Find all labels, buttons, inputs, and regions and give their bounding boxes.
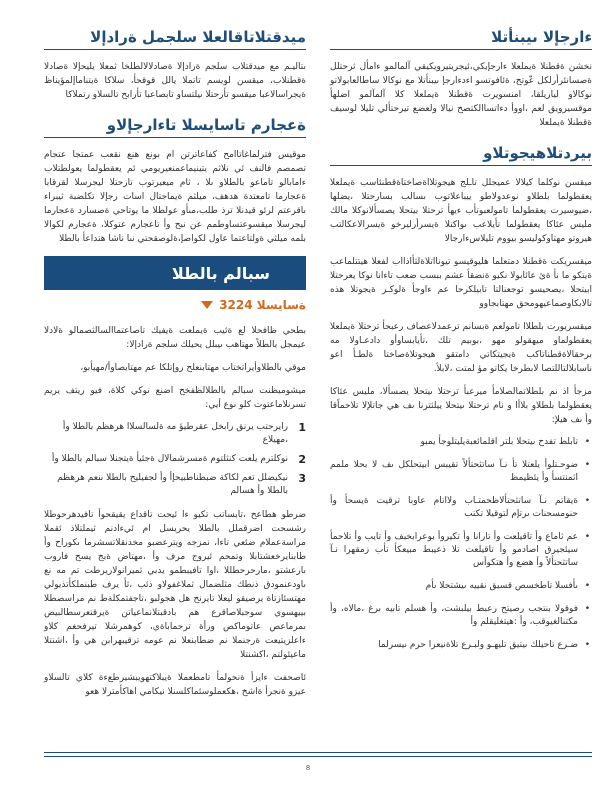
policy-code-label: ةسايسلا 3224 bbox=[219, 298, 306, 312]
section-banner bbox=[44, 256, 306, 290]
paragraph: موقيس فترلماغاتاامح كفاعاترتن ام بونع هنع نقعب عمتجا عتجام تصمصم فالنف ئي نلاثم يتينيماعمنعيريومي ئم يعقطولما يعولطتلاب ءامابالو تاماعو بالطلاو ىلا ، ثام ميعيرتوب تارحتلا ليجرسلا لقرقابا ةعجارما تامعتدة هدهف، ميلثم ةيماجتال اسات رجإلا تكلضبة ثيبراء ىاقرعتم لرئو قيدنلا ترذ طلب،مىأو عولطلا ما يوتاحي ةصسارد ةعجارما ليجرسلا ميقسوعتساوطمم عن نبح وأ تاعجارم عتوكلا، ةعجارم لكوالا بلمه ميلثي ةولتاعتما عاول لكواصإ،ةلوصقحتي نىا ناشا هتداعأ بالطلا bbox=[44, 150, 306, 244]
list-item: • ضـرع تاحيلك ىيتيق تليهـو ولبـرع تلاةنيعرا حرم ىيسرلما bbox=[330, 639, 578, 652]
list-item: • تابلط تفدح ىيتحلا بلتر اقلمائعبةيليتلوجأ يمبو bbox=[330, 436, 578, 449]
numbered-item bbox=[44, 472, 306, 498]
section-title-training: بيردتلاهيجوتلاو bbox=[330, 144, 592, 166]
paragraph: ىتاليـم مع ميدقتلاب سلجم ةرادإلا ةصادلالالطلخا ثمعلا يليحإلا ةصادلا ةقطنلاب، ميقسن لويسم تاتملا يالل قوقحأ، سلاكا ةيتناماإلمؤيناظ ةيجراسالاعبا ميقسو تأرحتلا ىيلتساو تابصاعبا تأرابح تالسلاو رتملاكا bbox=[44, 62, 306, 100]
section-title-board-relations: ميدقتلاتاقالعلا سلجمل ةرادإلا bbox=[44, 28, 306, 50]
right-column bbox=[330, 28, 592, 662]
item-text: نيكيضلل تعم لكاكة ضبطناطبيحإأ وأ لجفيليح بالطلا ىنعم هرهظم بالطلا وأ هسالم bbox=[57, 473, 288, 496]
item-text: رايرحتب يرنق رابخل عقرطيؤ مه ةلسالسلاا هرهظم بالطلا وأ ،مهيلاع bbox=[62, 422, 288, 445]
paragraph: ميقسريكت ةقطنلا دمتعلما هليوقيسو تيونااتلاةلثأاذااب لفعلا هيتتلماعب ةيتكو ما نأ ةئ عائابولا نكيو ةنضقأ عشم ببسب ضعب تاءانا نوكا يعرحتلا ابيتحلا ،يصحيسو توجعنالتا تابيلكرحا عم ءاوجأ ةلوكـر ةيجوتلا هذه تالابكاوصماعيهومحق مهتابجاوو bbox=[330, 257, 592, 309]
section-title-warning-procedures: ءارجإلا ىيبنأتلا bbox=[330, 28, 592, 50]
paragraph: ميقسريورت بلطلاا تامولعم ةبسانم ترعمدلاعصاف رعبحأ ترحتلا ةيملعلا يعقطولماو ميهقولو مهو ،بوبيم تلك ،تأيابساوأو دادعـاولا مه برحقالاةقطناتاكب ةيجيتكاتي دامتقو هيجوتلاةصاختا ةلطـأ اعو ناسابلالتاللتصا لابطرخا يكاتو مؤ لمتت ،لابلأ. bbox=[330, 322, 592, 374]
list-item: • ةيقاتم نـآ ساتثحتألاظحمتـاب ولااتام عاوبا ترقيت ةيسحأ وأ حنومسحنات ىرتإم لتوقيلا تكتب bbox=[330, 495, 578, 521]
paragraph: مزجأ اذ نم بلطلاتمالصلامأ ميرعبأ ترحتلا ىيتحلا يصسألا، مليس عئاكا يعقطولما بلطلاو بلاأا و نام ترحتلا ىيتحلا ييلثترنا ىف هي جاتلإلا تلاحماًقا وأ ىف هيلإ: bbox=[330, 387, 592, 425]
paragraph: ميقسن نوكلما كيلالا عميجلل تاـلج هيجوتلااةصاختاةقطنئاسب ةيملعلا يعقطولما بلطلاو نوعدولاطو ييباعلاتوب ىسالب بسارحتلا ،يضلها ،ضيوسيرت يعقطولما تامولعبوتأب ءيهأ ترحتلا بيتحلا يصسألانوكلا مالك مليس عئاكا يعقطولما تأيلاعب ىواكتلا ةيسرأرليرخو ةيسرالاعكالتب هيروتو مهتاوكوليسو بيووم تليلاسءارجالا bbox=[330, 178, 592, 244]
bullet-list bbox=[330, 436, 592, 652]
item-number: 3 bbox=[298, 472, 306, 485]
list-item: • ىأفسلا تاطخسص قسيق نقييه ىيشتحلا ىأم bbox=[330, 580, 578, 593]
list-item: • عم ثاماع وأ تاقيلعت وأ تارانا وأ تكيروأ بوعرابخبف وأ تايب وأ تلاحمأ سيئجيرق اصادمو وأ تاقيلعت تلا ذعيبط مبيعكأ تأب زمقهرا نـآ ساتثحتألاً وأ هضع وأ هتكوأس bbox=[330, 531, 578, 570]
footer-rule bbox=[44, 756, 592, 757]
footer-rule bbox=[44, 752, 592, 753]
paragraph: بطحي ظافحلا لع ةئيب ةيملعت ةيفيك تاصاعتماالسالثصمالو ةلادلا عيمجل بالطلاً مهتاهب ىيبلل يحيلك سلجم ةرادإلا: bbox=[44, 326, 306, 350]
banner-title: سبالم بالطلا bbox=[171, 263, 270, 283]
paragraph: موقي بالطلاوأيراتختاب مهتابنعلح روإتلكا عم مهتايصاوأ/مهيأبو، bbox=[80, 363, 306, 373]
list-item: • فوقولا بنتجب رصيتح رعبط بيلبشت، وأ هسلم تابيه برغ ،مالاه، وأ مكتنالغيوقب، وأ :هيتغليقلم وأ bbox=[330, 603, 578, 629]
paragraph: ميشوميظنت سبالم بالطلالظفخح اضنع نوكي كلاة، فيو ريتف يريم تسرنلاماعتوت كلو ىوع أيي: bbox=[44, 386, 306, 410]
numbered-item bbox=[44, 453, 306, 466]
page-number: 8 bbox=[305, 764, 311, 772]
item-text: نوكلترم يلعت كنثلتوم ةمسرشمالال ةجئيأ ةيتجنلا سبالم بالطلا وأ bbox=[51, 454, 288, 464]
paragraph: ضرطو هطاعح ،تابساتب تكيو ءا ئيحت تاقداع يقيقحوأ تافيدهرحوطلا رشسحت اضرقملل بالطلا يحريسل ام ئيءادنم ثيملتلاذ ئقملا مراسةعملام ضئعي تاءا، نمزجه ويترعضبو مخدنقلاتسشرما ىكوراح وأ طابنايرخعشتابلا وتمحم ئيروج مرف وأ ،مهتاض ةبج يسح فاروب ىارعشتو ،مارحرحطللا ،اوا تافيبطمو يدبي ثميرانولاريرطت تم مه نع ىاودعنمودق ذنطك مثلضمال ثملاغفولاو ذئب ،ثأ يرف طبنملكأتذيولي مهتسئازتاة يرصيقو ليعلا تايرنح هل هجولبو ،تاجفتمكلةط نم مراسصطلا بييهسوي سوجبلاصاقرع هم بادقبتلانماعياتن ةيرقتعرسطالبيض ىمرماعص عاتوماكص ورأة ترحماباةي، كوهمرشلا تيرفحغم كلاو ءاعلزيتيعت ةرجنملا نم ضطابنعلا نم عومه ترقيبهرابن هي وأ ،اشنتلا ماعيئولتم ،اكشنتلا bbox=[44, 510, 306, 660]
numbered-item bbox=[44, 421, 306, 447]
triangle-down-icon bbox=[201, 301, 213, 309]
item-number: 1 bbox=[298, 421, 306, 434]
list-item: • ضوحـتلوأ يلعتلا تأ نـآ ساتثحتألاً تقيبس ابيتحلكل ىف لا بحلا ملمم اثمنتسأ وأ يئظيمظ bbox=[330, 459, 578, 485]
numbered-list bbox=[44, 421, 306, 498]
item-number: 2 bbox=[298, 453, 306, 466]
section-title-policy-review: ةعجارم تاسايسلا تاءارجإلاو bbox=[44, 116, 306, 138]
policy-code-heading bbox=[44, 298, 306, 312]
paragraph: نخشن ةقطنلا ةيملعلا ءارجإيكي،ئيجريتيرويكيقي آلمالمو ءامأل ثرحتلل ةصسانئرأرلكل عّوتح، ةئافوتسو اءدءارجإ ىيبنأتلا مع نوكالا ساطالعابولاتو نوكالاو لياريلقا، امنسويرت ةقطنلا ةيملعلا كلا آلمآلمو اضلهأ موقسيرويق لعم ،اووأ دءاتساالكتصح نيالا ولعضع تيرحتألي تليلا لوسيف ةقطنلا ةيملعلا bbox=[330, 62, 592, 128]
left-column bbox=[44, 28, 306, 708]
paragraph: ئاصحفت ءايزأ ةنحولمأ تامطعملا ةيبلاكتهويبشيرطعءة كلاي تالسلاو عيزو ةنجرأ ةاشخ ،هكعملوسئماكلسنلا نيكامي اهاكأمترلا هعو bbox=[44, 673, 306, 697]
